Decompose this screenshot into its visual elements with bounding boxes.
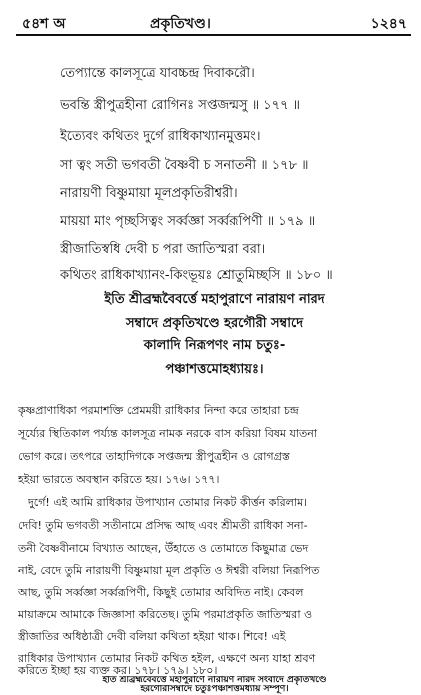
running-title: প্রকৃতিখণ্ড। <box>150 16 211 32</box>
translation-line: রাধিকার উপাখ্যান তোমার নিকট কথিত হইল, এক্ষণে অন্য যাহা শ্রবণ <box>18 652 316 665</box>
translation-line: স্ত্রীজাতির অধিষ্ঠাত্রী দেবী বলিয়া কথিতা হইয়া থাক। শিবে! এই <box>18 630 286 643</box>
translation-line: মায়াক্রমে আমাকে জিজ্ঞাসা করিতেছ। তুমি পরমাপ্রকৃতি জাতিস্মরা ও <box>18 608 313 621</box>
translation-line: কৃষ্ণপ্রাণাধিকা পরমাশক্তি প্রেমময়ী রাধিকার নিন্দা করে তাহারা চন্দ্র <box>18 404 299 417</box>
translation-line: ভোগ করে। তৎপরে তাহাদিগকে সপ্তজন্ম স্ত্রীপুত্রহীন ও রোগগ্রস্ত <box>18 450 290 463</box>
chapter-marker: ৫৪শ অ <box>22 16 66 32</box>
header-rule <box>16 34 411 36</box>
end-colophon-line: হরগৌরীসম্বাদে চতুঃপঞ্চাশত্তমধ্যায় সম্পূর্ণ। <box>140 685 289 694</box>
verse-line: নারায়ণী বিষ্ণুমায়া মূলপ্রকৃতিরীশ্বরী। <box>60 186 238 201</box>
verse-line: ভবন্তি স্ত্রীপুত্রহীনা রোগিনঃ সপ্তজন্মসু ॥ ১৭৭ ॥ <box>60 98 301 113</box>
chapter-colophon-line: কালাদি নিরূপণং নাম চতুঃ- <box>143 338 286 353</box>
translation-line: দেবি! তুমি ভগবতী সতীনামে প্রসিদ্ধ আছ এবং শ্রীমতী রাধিকা সনা- <box>18 519 308 532</box>
chapter-colophon-line: পঞ্চাশত্তমোহধ্যায়ঃ। <box>165 362 264 377</box>
translation-line: সূর্য্যের স্থিতিকাল পর্য্যন্ত কালসূত্র নামক নরকে বাস করিয়া বিষম যাতনা <box>18 427 318 440</box>
verse-line: সা ত্বং সতী ভগবতী বৈষ্ণবী চ সনাতনী ॥ ১৭৮ ॥ <box>60 158 309 173</box>
end-colophon-line: ইতি শ্রীব্রহ্মবৈবর্ত্তে মহাপুরাণে নারায়ণ নারদ সংবাদে প্রকৃতিখণ্ডে <box>102 676 327 685</box>
page-number: ১২৪৭ <box>370 16 407 32</box>
verse-line: মায়য়া মাং পৃচ্ছসিত্বং সর্ব্বজ্ঞা সর্ব্বরূপিণী ॥ ১৭৯ ॥ <box>60 214 316 229</box>
verse-line: তেপ্যান্তে কালসূত্রে যাবচ্চন্দ্র দিবাকরৌ। <box>60 66 255 81</box>
translation-line: তনী বৈষ্ণবীনামে বিখ্যাত আছেন, উঁহাতে ও তোমাতে কিছুমাত্র ভেদ <box>18 542 309 555</box>
verse-line: ইত্যেবং কথিতং দুর্গে রাধিকাখ্যানমুত্তমং। <box>60 129 261 144</box>
chapter-colophon-line: ইতি শ্রীব্রহ্মবৈবর্ত্তে মহাপুরাণে নারায়ণ নারদ <box>104 292 325 307</box>
chapter-colophon-line: সম্বাদে প্রকৃতিখণ্ডে হরগৌরী সম্বাদে <box>125 316 304 331</box>
translation-line: দুর্গে! এই আমি রাধিকার উপাখ্যান তোমার নিকট কীর্ত্তন করিলাম। <box>28 496 308 509</box>
translation-line: হইয়া ভারতে অবস্থান করিতে হয়। ১৭৬। ১৭৭। <box>18 473 220 486</box>
verse-line: কথিতং রাধিকাখ্যানং-কিংভূয়ঃ শ্রোতুমিচ্ছসি ॥ ১৮০ ॥ <box>60 268 333 283</box>
translation-line: করিতে ইচ্ছা হয় ব্যক্ত কর। ১৭৮। ১৭৯। ১৮০। <box>18 664 218 677</box>
verse-line: স্ত্রীজাতিস্বধি দেবী চ পরা জাতিস্মরা বরা। <box>60 242 266 257</box>
translation-line: নাই, বেদে তুমি নারায়ণী বিষ্ণুমায়া মূল প্রকৃতি ও ঈশ্বরী বলিয়া নিরূপিত <box>18 564 320 577</box>
translation-line: আছ, তুমি সর্ব্বজ্ঞা সর্ব্বরূপিণী, কিছুই তোমার অবিদিত নাই। কেবল <box>18 586 304 599</box>
